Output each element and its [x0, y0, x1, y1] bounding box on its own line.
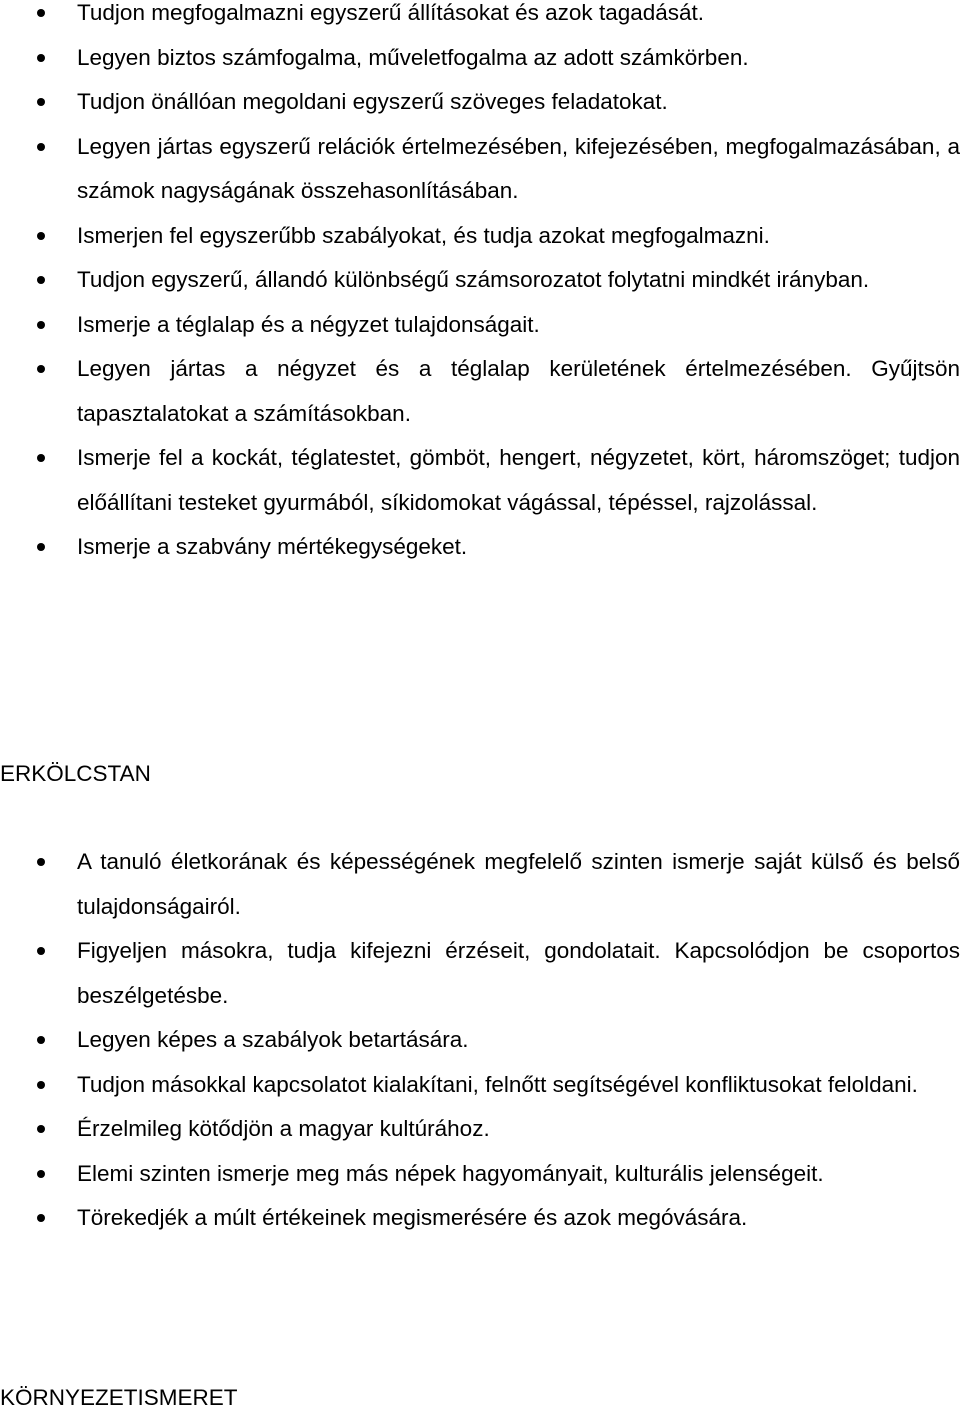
- list-item: [0, 1107, 960, 1152]
- list-item: [0, 258, 960, 303]
- bullet-icon: [37, 1081, 45, 1089]
- list-item: [0, 0, 960, 36]
- list-item-text: Legyen képes a szabályok betartására.: [77, 1027, 469, 1052]
- math-requirements-list: [0, 0, 960, 570]
- list-item-text: Tudjon másokkal kapcsolatot kialakítani, felnőtt segítségével konfliktusokat feloldani.: [77, 1071, 918, 1097]
- bullet-icon: [37, 54, 45, 62]
- list-item: [0, 1196, 960, 1241]
- list-item-text: Ismerjen fel egyszerűbb szabályokat, és tudja azokat megfogalmazni.: [77, 222, 770, 248]
- list-item-text: Ismerje a téglalap és a négyzet tulajdonságait.: [77, 311, 540, 337]
- bullet-icon: [37, 232, 45, 240]
- bullet-icon: [37, 321, 45, 329]
- list-item: [0, 840, 960, 929]
- bullet-icon: [37, 543, 45, 551]
- list-item: [0, 214, 960, 259]
- list-item: [0, 1018, 960, 1063]
- list-item-text: Legyen biztos számfogalma, műveletfogalma az adott számkörben.: [77, 44, 749, 70]
- list-item-text: A tanuló életkorának és képességének megfelelő szinten ismerje saját külső és belső tulajdonságairól.: [77, 849, 960, 919]
- list-item: [0, 125, 960, 214]
- section-heading-kornyezetismeret: KÖRNYEZETISMERET: [0, 1385, 238, 1410]
- bullet-icon: [37, 276, 45, 284]
- list-item: [0, 80, 960, 125]
- bullet-icon: [37, 1170, 45, 1178]
- list-item-text: Legyen jártas a négyzet és a téglalap kerületének értelmezésében. Gyűjtsön tapasztalatokat a számításokban.: [77, 356, 960, 426]
- bullet-icon: [37, 98, 45, 106]
- list-item: [0, 1152, 960, 1197]
- bullet-icon: [37, 1036, 45, 1044]
- bullet-icon: [37, 947, 45, 955]
- section-heading-erkolcstan: ERKÖLCSTAN: [0, 761, 151, 786]
- list-item-text: Legyen jártas egyszerű relációk értelmezésében, kifejezésében, megfogalmazásában, a számok nagyságának összehasonlításában.: [77, 133, 960, 203]
- list-item-text: Érzelmileg kötődjön a magyar kultúrához.: [77, 1116, 490, 1141]
- list-item-text: Tudjon egyszerű, állandó különbségű számsorozatot folytatni mindkét irányban.: [77, 267, 870, 292]
- list-item-text: Tudjon megfogalmazni egyszerű állításokat és azok tagadását.: [77, 0, 705, 25]
- list-item-text: Ismerje fel a kockát, téglatestet, gömböt, hengert, négyzetet, kört, háromszöget; tudjon előállítani testeket gyurmából, síkidomokat vágással, tépéssel, rajzolással.: [77, 445, 960, 515]
- bullet-icon: [37, 858, 45, 866]
- list-item: [0, 303, 960, 348]
- list-item: [0, 929, 960, 1018]
- list-item: [0, 36, 960, 81]
- list-item-text: Ismerje a szabvány mértékegységeket.: [77, 534, 468, 559]
- bullet-icon: [37, 1125, 45, 1133]
- list-item-text: Elemi szinten ismerje meg más népek hagyományait, kulturális jelenségeit.: [77, 1160, 824, 1186]
- list-item: [0, 525, 960, 570]
- list-item: [0, 1063, 960, 1108]
- list-item: [0, 436, 960, 525]
- list-item-text: Törekedjék a múlt értékeinek megismerésére és azok megóvására.: [77, 1205, 748, 1230]
- list-item: [0, 347, 960, 436]
- bullet-icon: [37, 454, 45, 462]
- erkolcstan-requirements-list: [0, 840, 960, 1241]
- bullet-icon: [37, 1214, 45, 1222]
- list-item-text: Tudjon önállóan megoldani egyszerű szöveges feladatokat.: [77, 89, 668, 114]
- bullet-icon: [37, 365, 45, 373]
- bullet-icon: [37, 9, 45, 17]
- list-item-text: Figyeljen másokra, tudja kifejezni érzéseit, gondolatait. Kapcsolódjon be csoportos beszélgetésbe.: [77, 938, 960, 1008]
- bullet-icon: [37, 143, 45, 151]
